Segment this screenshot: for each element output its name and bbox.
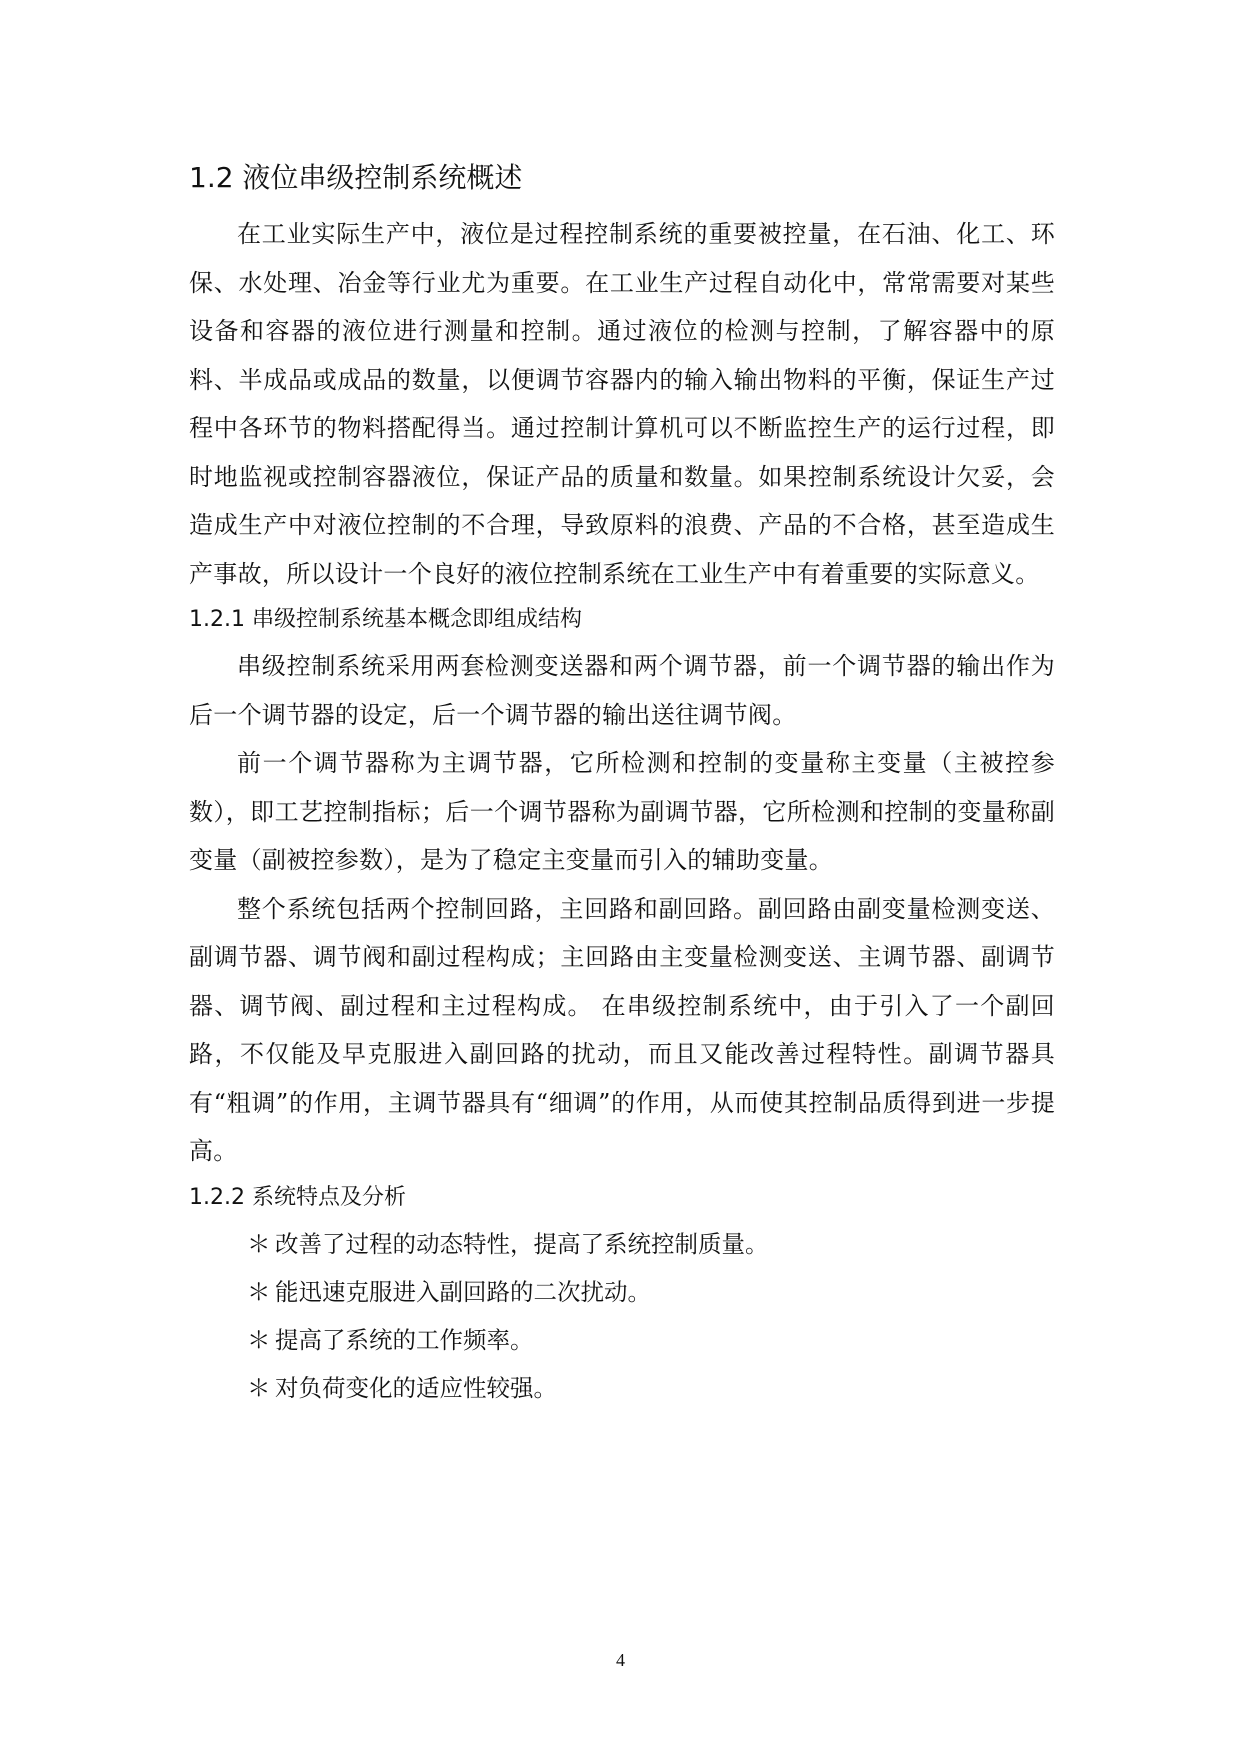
list-item <box>189 1316 1055 1364</box>
paragraph-control-loops: 整个系统包括两个控制回路，主回路和副回路。副回路由副变量检测变送、副调节器、调节阀和副过程构成；主回路由主变量检测变送、主调节器、副调节器、调节阀、副过程和主过程构成。 在串级控制系统中，由于引入了一个副回路，不仅能及早克服进入副回路的扰动，而且又能改善过程特性。副调节器具有“粗调”的作用，主调节器具有“细调”的作用，从而使其控制品质得到进一步提高。 <box>189 894 1055 1165</box>
page-content <box>189 158 1055 1412</box>
list-item <box>189 1364 1055 1412</box>
list-item-text: 对负荷变化的适应性较强。 <box>275 1373 557 1402</box>
list-item-text: 提高了系统的工作频率。 <box>275 1325 534 1354</box>
list-item-text: 改善了过程的动态特性，提高了系统控制质量。 <box>275 1229 769 1258</box>
bullet-star-icon: ＊ <box>247 1277 271 1306</box>
list-item-text: 能迅速克服进入副回路的二次扰动。 <box>275 1277 651 1306</box>
subsection-heading-1-2-2: 1.2.2 系统特点及分析 <box>189 1184 406 1210</box>
bullet-star-icon: ＊ <box>247 1229 271 1258</box>
bullet-star-icon: ＊ <box>247 1325 271 1354</box>
intro-paragraph: 在工业实际生产中，液位是过程控制系统的重要被控量，在石油、化工、环保、水处理、冶金等行业尤为重要。在工业生产过程自动化中，常常需要对某些设备和容器的液位进行测量和控制。通过液位的检测与控制，了解容器中的原料、半成品或成品的数量，以便调节容器内的输入输出物料的平衡，保证生产过程中各环节的物料搭配得当。通过控制计算机可以不断监控生产的运行过程，即时地监视或控制容器液位，保证产品的质量和数量。如果控制系统设计欠妥，会造成生产中对液位控制的不合理，导致原料的浪费、产品的不合格，甚至造成生产事故，所以设计一个良好的液位控制系统在工业生产中有着重要的实际意义。 <box>189 220 1055 588</box>
paragraph-master-slave-controller: 前一个调节器称为主调节器，它所检测和控制的变量称主变量（主被控参数），即工艺控制指标；后一个调节器称为副调节器，它所检测和控制的变量称副变量（副被控参数），是为了稳定主变量而引入的辅助变量。 <box>189 749 1055 874</box>
page-number: 4 <box>616 1650 625 1670</box>
section-heading: 1.2 液位串级控制系统概述 <box>189 161 523 194</box>
list-item <box>189 1220 1055 1268</box>
bullet-star-icon: ＊ <box>247 1373 271 1402</box>
list-item <box>189 1268 1055 1316</box>
feature-list <box>189 1220 1055 1412</box>
subsection-heading-1-2-1: 1.2.1 串级控制系统基本概念即组成结构 <box>189 607 582 632</box>
paragraph-cascade-definition: 串级控制系统采用两套检测变送器和两个调节器，前一个调节器的输出作为后一个调节器的设定，后一个调节器的输出送往调节阀。 <box>189 652 1055 729</box>
